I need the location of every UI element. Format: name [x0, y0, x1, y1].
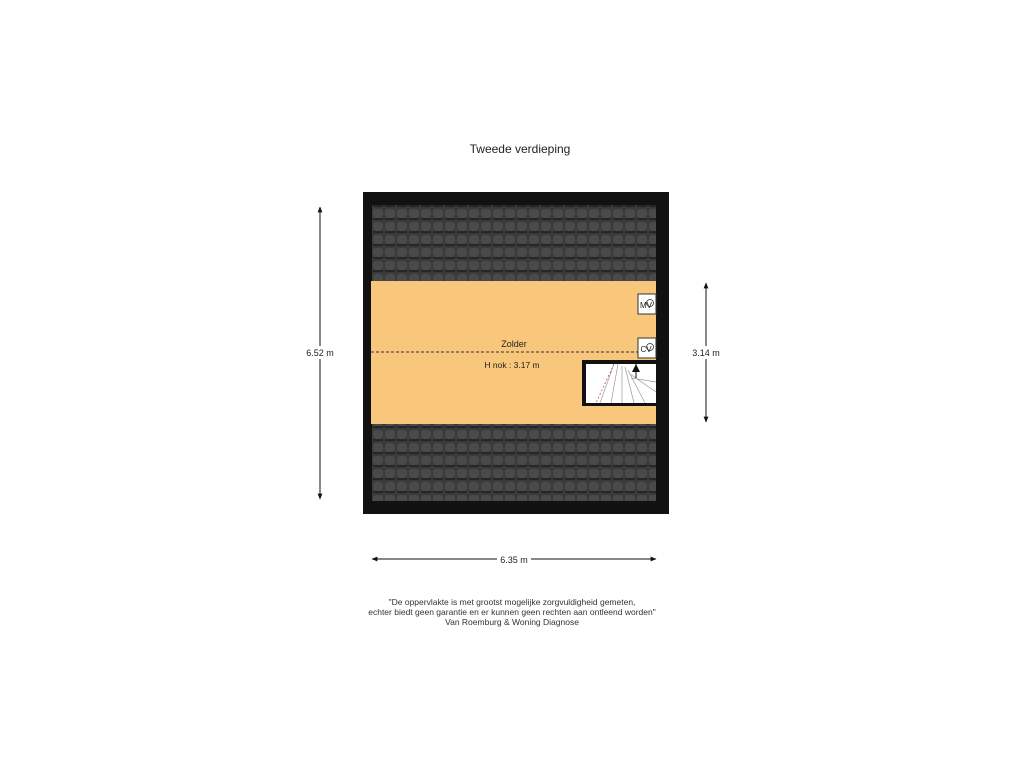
- disclaimer-line-3: Van Roemburg & Woning Diagnose: [445, 617, 579, 627]
- room-name: Zolder: [501, 339, 527, 349]
- depth-dimension-label: 6.52 m: [306, 348, 334, 358]
- roof-tiles-top: [372, 205, 656, 281]
- cv-label: CV: [640, 345, 652, 354]
- width-dimension-label: 6.35 m: [500, 555, 528, 565]
- staircase: [582, 360, 656, 406]
- cv-unit: [638, 338, 656, 358]
- mv-label: MV: [640, 301, 652, 310]
- attic-depth-dimension-label: 3.14 m: [692, 348, 720, 358]
- ridge-height-label: H nok : 3.17 m: [484, 360, 540, 370]
- mv-unit: [638, 294, 656, 314]
- disclaimer-line-2: echter biedt geen garantie en er kunnen geen rechten aan ontleend worden": [368, 607, 656, 617]
- floor-title: Tweede verdieping: [469, 142, 571, 156]
- disclaimer-line-1: "De oppervlakte is met grootst mogelijke zorgvuldigheid gemeten,: [388, 597, 636, 607]
- disclaimer: [312, 597, 712, 627]
- roof-tiles-bottom: [372, 424, 656, 501]
